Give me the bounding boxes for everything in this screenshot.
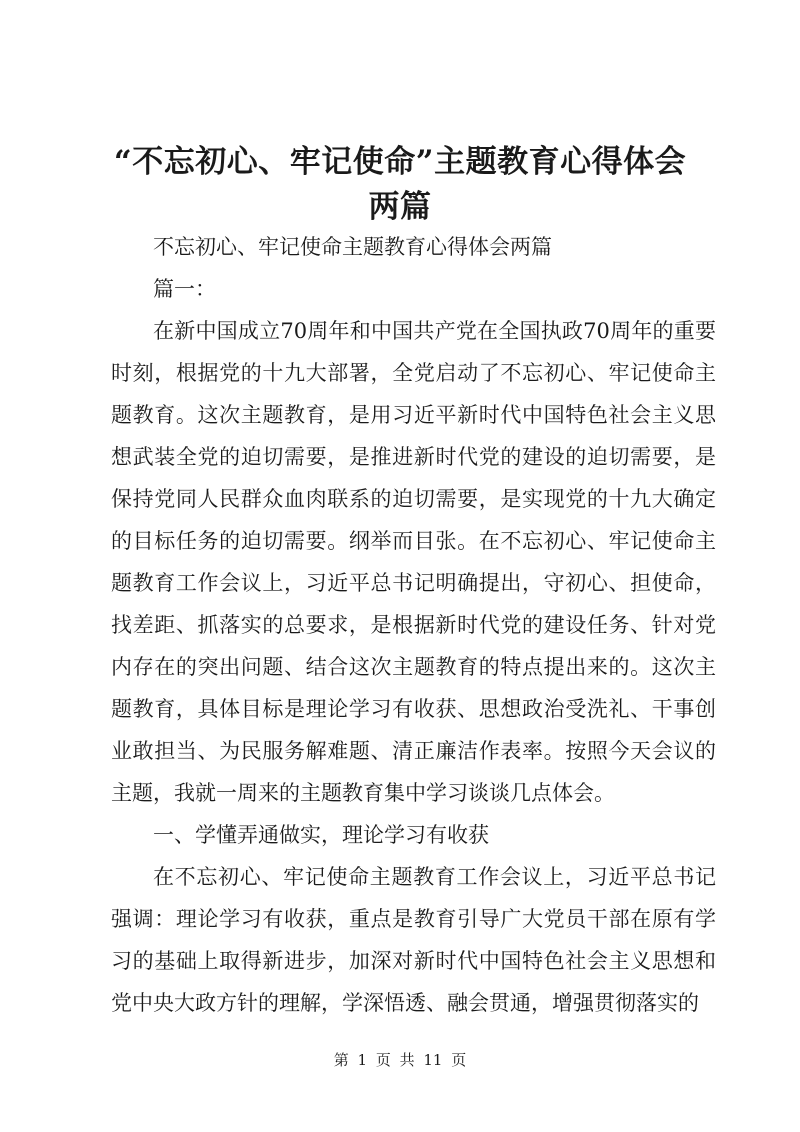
document-title: “不忘初心、牢记使命”主题教育心得体会两篇 (113, 144, 687, 225)
body-paragraph: 在新中国成立70周年和中国共产党在全国执政70周年的重要时刻，根据党的十九大部署，全党启动了不忘初心、牢记使命主题教育。这次主题教育，是用习近平新时代中国特色社会主义思想武装全党的迫切需要，是推进新时代党的建设的迫切需要，是保持党同人民群众血肉联系的迫切需要，是实现党的十九大确定的目标任务的迫切需要。纲举而目张。在不忘初心、牢记使命主题教育工作会议上，习近平总书记明确提出，守初心、担使命，找差距、抓落实的总要求，是根据新时代党的建设任务、针对党内存在的突出问题、结合这次主题教育的特点提出来的。这次主题教育，具体目标是理论学习有收获、思想政治受洗礼、干事创业敢担当、为民服务解难题、清正廉洁作表率。按照今天会议的主题，我就一周来的主题教育集中学习谈谈几点体会。 (111, 319, 716, 805)
page-footer: 第 1 页 共 11 页 (333, 1051, 467, 1069)
subtitle-paragraph: 不忘初心、牢记使命主题教育心得体会两篇 (153, 235, 552, 259)
document-body (111, 226, 716, 1024)
section-label: 篇一： (153, 277, 216, 301)
section-heading: 一、学懂弄通做实，理论学习有收获 (153, 823, 489, 847)
body-paragraph: 在不忘初心、牢记使命主题教育工作会议上，习近平总书记强调：理论学习有收获，重点是教育引导广大党员干部在原有学习的基础上取得新进步，加深对新时代中国特色社会主义思想和党中央大政方针的理解，学深悟透、融会贯通，增强贯彻落实的 (111, 865, 716, 1015)
